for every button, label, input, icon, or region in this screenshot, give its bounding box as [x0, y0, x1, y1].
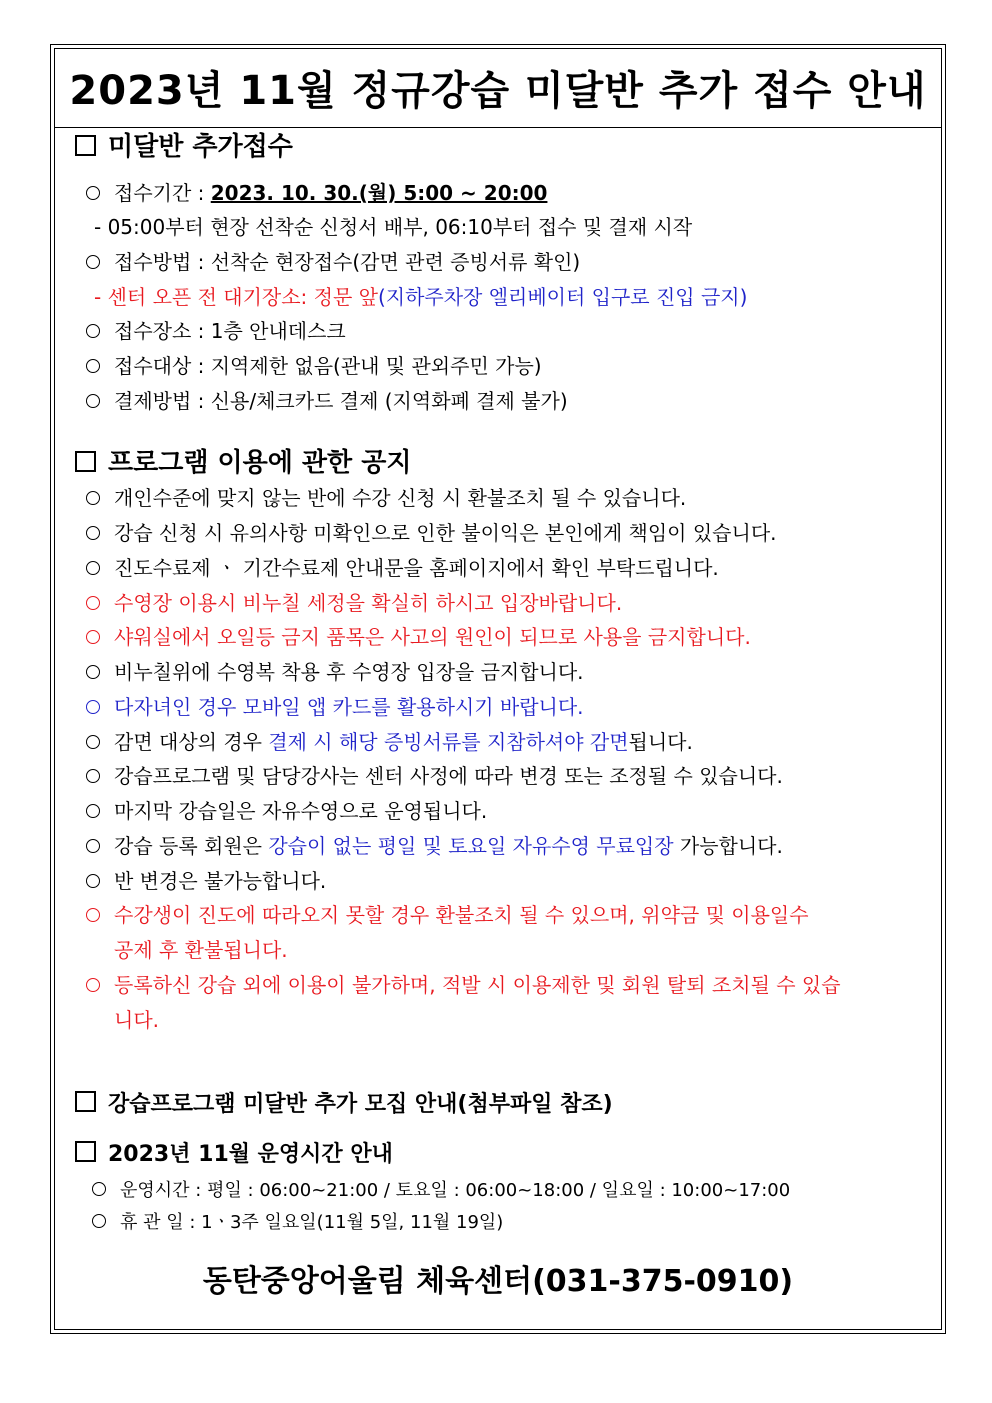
circle-bullet-icon	[92, 1214, 106, 1228]
circle-bullet-icon	[86, 700, 100, 714]
notice-item-warning: 샤워실에서 오일등 금지 품목은 사고의 원인이 되므로 사용을 금지합니다.	[86, 624, 751, 650]
notice-item: 비누칠위에 수영복 착용 후 수영장 입장을 금지합니다.	[86, 659, 584, 685]
closed-days: 휴 관 일 : 1ㆍ3주 일요일(11월 5일, 11월 19일)	[92, 1210, 503, 1236]
circle-bullet-icon	[86, 908, 100, 922]
section-heading-recruitment: 강습프로그램 미달반 추가 모집 안내(첨부파일 참조)	[75, 1087, 613, 1118]
notice-item-warning: 수강생이 진도에 따라오지 못할 경우 환불조치 될 수 있으며, 위약금 및 이용일수	[86, 902, 809, 928]
circle-bullet-icon	[86, 526, 100, 540]
payment-method: 결제방법 : 신용/체크카드 결제 (지역화폐 결제 불가)	[86, 388, 568, 414]
notice-item-warning: 수영장 이용시 비누칠 세정을 확실히 하시고 입장바랍니다.	[86, 590, 622, 616]
circle-bullet-icon	[86, 561, 100, 575]
circle-bullet-icon	[86, 804, 100, 818]
checkbox-square-icon	[75, 1141, 96, 1162]
circle-bullet-icon	[86, 874, 100, 888]
circle-bullet-icon	[86, 978, 100, 992]
circle-bullet-icon	[86, 665, 100, 679]
notice-item-warning-cont: 공제 후 환불됩니다.	[114, 938, 288, 962]
circle-bullet-icon	[86, 359, 100, 373]
section-heading-additional-registration: 미달반 추가접수	[75, 126, 293, 163]
notice-item-warning: 등록하신 강습 외에 이용이 불가하며, 적발 시 이용제한 및 회원 탈퇴 조치될 수 있습	[86, 972, 841, 998]
notice-item-info: 다자녀인 경우 모바일 앱 카드를 활용하시기 바랍니다.	[86, 694, 584, 720]
operating-hours: 운영시간 : 평일 : 06:00~21:00 / 토요일 : 06:00~18:00 / 일요일 : 10:00~17:00	[92, 1178, 790, 1204]
circle-bullet-icon	[86, 186, 100, 200]
checkbox-square-icon	[75, 451, 96, 472]
circle-bullet-icon	[86, 596, 100, 610]
registration-period-note: - 05:00부터 현장 선착순 신청서 배부, 06:10부터 접수 및 결재 시작	[94, 215, 693, 239]
checkbox-square-icon	[75, 1091, 96, 1112]
circle-bullet-icon	[86, 769, 100, 783]
registration-period: 접수기간 : 2023. 10. 30.(월) 5:00 ~ 20:00	[86, 180, 547, 206]
notice-item: 마지막 강습일은 자유수영으로 운영됩니다.	[86, 798, 487, 824]
section-heading-operating-hours: 2023년 11월 운영시간 안내	[75, 1137, 393, 1168]
circle-bullet-icon	[86, 735, 100, 749]
registration-target: 접수대상 : 지역제한 없음(관내 및 관외주민 가능)	[86, 353, 542, 379]
registration-period-value: 2023. 10. 30.(월) 5:00 ~ 20:00	[210, 181, 548, 205]
notice-item: 개인수준에 맞지 않는 반에 수강 신청 시 환불조치 될 수 있습니다.	[86, 485, 686, 511]
page-title: 2023년 11월 정규강습 미달반 추가 접수 안내	[69, 68, 927, 114]
checkbox-square-icon	[75, 135, 96, 156]
notice-item: 반 변경은 불가능합니다.	[86, 868, 326, 894]
registration-place: 접수장소 : 1층 안내데스크	[86, 318, 346, 344]
center-name-phone: 동탄중앙어울림 체육센터(031-375-0910)	[202, 1264, 794, 1299]
notice-item: 강습 신청 시 유의사항 미확인으로 인한 불이익은 본인에게 책임이 있습니다.	[86, 520, 777, 546]
waiting-place-note: - 센터 오픈 전 대기장소: 정문 앞(지하주차장 엘리베이터 입구로 진입 금지)	[94, 285, 748, 309]
notice-item: 진도수료제 ㆍ 기간수료제 안내문을 홈페이지에서 확인 부탁드립니다.	[86, 555, 719, 581]
circle-bullet-icon	[92, 1182, 106, 1196]
title-box	[54, 48, 942, 128]
notice-item-warning-cont: 니다.	[114, 1008, 159, 1032]
section-heading-program-notice: 프로그램 이용에 관한 공지	[75, 442, 411, 479]
circle-bullet-icon	[86, 324, 100, 338]
circle-bullet-icon	[86, 394, 100, 408]
notice-item: 감면 대상의 경우 결제 시 해당 증빙서류를 지참하셔야 감면됩니다.	[86, 729, 693, 755]
circle-bullet-icon	[86, 630, 100, 644]
registration-method: 접수방법 : 선착순 현장접수(감면 관련 증빙서류 확인)	[86, 249, 580, 275]
notice-item: 강습 등록 회원은 강습이 없는 평일 및 토요일 자유수영 무료입장 가능합니다.	[86, 833, 783, 859]
circle-bullet-icon	[86, 839, 100, 853]
notice-item: 강습프로그램 및 담당강사는 센터 사정에 따라 변경 또는 조정될 수 있습니다.	[86, 763, 783, 789]
circle-bullet-icon	[86, 491, 100, 505]
circle-bullet-icon	[86, 255, 100, 269]
